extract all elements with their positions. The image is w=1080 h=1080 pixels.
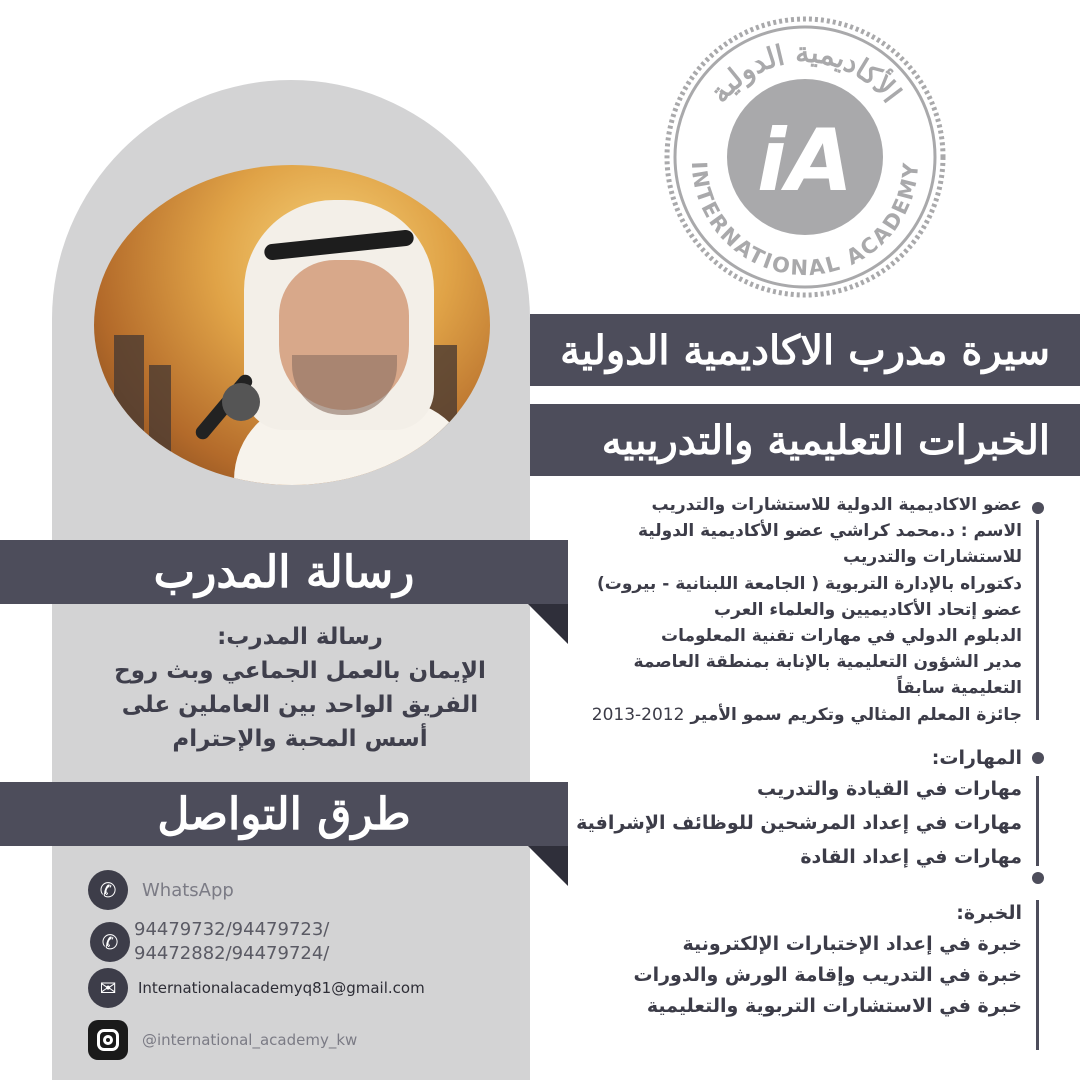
coach-message-label: رسالة المدرب: [217, 624, 383, 650]
whatsapp-label: WhatsApp [142, 879, 234, 901]
contact-heading: طرق التواصل [157, 788, 411, 840]
phone-numbers-line: 94479732/94479723/ [134, 919, 330, 940]
envelope-icon: ✉ [88, 968, 128, 1008]
experience-list [552, 492, 1022, 728]
cv-title: سيرة مدرب الاكاديمية الدولية [560, 326, 1050, 374]
award-years: 2012-2013 [591, 704, 685, 725]
list-item: مهارات في إعداد القادة [800, 846, 1022, 868]
divider-line [1036, 776, 1039, 866]
bullet [1032, 502, 1044, 514]
skills-label: المهارات: [931, 747, 1022, 769]
instagram-handle[interactable]: @international_academy_kw [142, 1031, 358, 1049]
cv-title-banner [530, 314, 1080, 386]
whatsapp-contact[interactable] [88, 870, 234, 910]
coach-portrait [94, 165, 490, 485]
instagram-contact[interactable] [88, 1020, 357, 1060]
list-item: عضو إتحاد الأكاديميين والعلماء العرب [714, 599, 1022, 620]
divider-line [1036, 900, 1039, 1050]
award-text: جائزة المعلم المثالي وتكريم سمو الأمير [690, 704, 1022, 725]
bullet [1032, 752, 1044, 764]
coach-message-line: الإيمان بالعمل الجماعي وبث روح [114, 658, 486, 684]
list-item: للاستشارات والتدريب [843, 547, 1022, 568]
coach-message-line: أسس المحبة والإحترام [172, 726, 428, 752]
work-experience-list [552, 898, 1022, 1022]
email-address[interactable]: Internationalacademyq81@gmail.com [138, 979, 425, 997]
list-item: التعليمية سابقاً [896, 678, 1022, 699]
list-item: خبرة في التدريب وإقامة الورش والدورات [633, 964, 1022, 986]
list-item: الاسم : د.محمد كراشي عضو الأكاديمية الدولية [638, 521, 1022, 542]
experience-heading-banner [530, 404, 1080, 476]
list-item: خبرة في إعداد الإختبارات الإلكترونية [682, 933, 1022, 955]
skills-list [552, 744, 1022, 874]
experience-heading: الخبرات التعليمية والتدريبيه [601, 416, 1050, 464]
list-item: مهارات في إعداد المرشحين للوظائف الإشرافية [576, 812, 1022, 834]
phone-numbers-line: 94472882/94479724/ [134, 943, 330, 964]
message-heading: رسالة المدرب [153, 546, 415, 598]
phone-icon: ✆ [90, 922, 130, 962]
instagram-icon [88, 1020, 128, 1060]
list-item: خبرة في الاستشارات التربوية والتعليمية [646, 995, 1022, 1017]
message-heading-banner [0, 540, 568, 604]
logo-monogram: iA [756, 111, 854, 211]
phone-icon: ✆ [88, 870, 128, 910]
list-item: عضو الاكاديمية الدولية للاستشارات والتدريب [651, 495, 1022, 515]
coach-message [80, 620, 520, 756]
work-experience-label: الخبرة: [956, 902, 1022, 924]
logo-arabic-text: الأكاديمية الدولية [702, 35, 908, 109]
contact-heading-banner [0, 782, 568, 846]
list-item: دكتوراه بالإدارة التربوية ( الجامعة اللبنانية - بيروت) [596, 573, 1022, 594]
list-item: مدير الشؤون التعليمية بالإنابة بمنطقة العاصمة [633, 652, 1022, 673]
list-item [552, 702, 1022, 728]
list-item: الدبلوم الدولي في مهارات تقنية المعلومات [660, 626, 1022, 647]
coach-message-line: الفريق الواحد بين العاملين على [121, 692, 479, 718]
list-item: مهارات في القيادة والتدريب [756, 778, 1022, 800]
phone-numbers [134, 918, 329, 966]
logo-english-text: INTERNATIONAL ACADEMY [686, 160, 924, 281]
bullet [1032, 872, 1044, 884]
academy-logo [660, 12, 950, 302]
divider-line [1036, 520, 1039, 720]
phone-contact[interactable] [90, 918, 329, 966]
email-contact[interactable] [88, 968, 425, 1008]
